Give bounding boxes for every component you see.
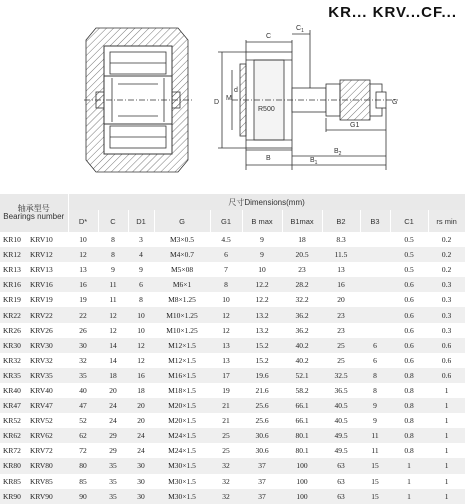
value-cell: 18: [98, 368, 128, 383]
table-row: [0, 398, 465, 413]
value-cell: 13: [210, 338, 242, 353]
label-c1: $C_1$: [296, 25, 304, 34]
model-cell: KR12: [0, 247, 30, 262]
value-cell: M24×1.5: [154, 428, 210, 443]
value-cell: 4: [128, 247, 154, 262]
value-cell: 24: [98, 413, 128, 428]
value-cell: 4.5: [210, 232, 242, 247]
model-cell: KR47: [0, 398, 30, 413]
value-cell: 12.2: [242, 277, 282, 292]
value-cell: 17: [210, 368, 242, 383]
value-cell: 11.5: [322, 247, 360, 262]
value-cell: 9: [242, 247, 282, 262]
label-d-outer: D: [214, 99, 220, 106]
model-cell: KRV47: [30, 398, 68, 413]
label-d-shaft: d: [234, 87, 238, 94]
model-cell: KRV40: [30, 383, 68, 398]
model-cell: KRV90: [30, 489, 68, 504]
value-cell: 37: [242, 474, 282, 489]
value-cell: 10: [210, 292, 242, 307]
value-cell: M6×1: [154, 277, 210, 292]
table-row: [0, 307, 465, 322]
value-cell: 62: [68, 428, 98, 443]
column-header: G: [154, 210, 210, 232]
table-row: [0, 232, 465, 247]
value-cell: [360, 247, 390, 262]
label-b2: $B_2$: [334, 148, 342, 157]
model-cell: KRV26: [30, 323, 68, 338]
model-cell: KR32: [0, 353, 30, 368]
value-cell: 30: [128, 458, 154, 473]
value-cell: 11: [360, 443, 390, 458]
specification-table: [0, 194, 465, 504]
value-cell: [360, 307, 390, 322]
column-header: D1: [128, 210, 154, 232]
table-row: [0, 247, 465, 262]
column-header: B2: [322, 210, 360, 232]
value-cell: M12×1.5: [154, 353, 210, 368]
value-cell: 1: [390, 489, 428, 504]
value-cell: 21: [210, 413, 242, 428]
value-cell: 12: [68, 247, 98, 262]
value-cell: 37: [242, 489, 282, 504]
value-cell: 35: [68, 368, 98, 383]
table-row: [0, 323, 465, 338]
table-row: [0, 277, 465, 292]
model-cell: KR26: [0, 323, 30, 338]
value-cell: 49.5: [322, 428, 360, 443]
value-cell: 36.2: [282, 307, 322, 322]
value-cell: 15: [360, 458, 390, 473]
value-cell: 22: [68, 307, 98, 322]
table-row: [0, 474, 465, 489]
value-cell: 40: [68, 383, 98, 398]
value-cell: 20.5: [282, 247, 322, 262]
model-cell: KRV80: [30, 458, 68, 473]
value-cell: 40.5: [322, 398, 360, 413]
column-header: D*: [68, 210, 98, 232]
value-cell: 80: [68, 458, 98, 473]
bearing-header-cn: 轴承型号: [17, 204, 50, 213]
value-cell: [360, 292, 390, 307]
value-cell: 11: [98, 277, 128, 292]
value-cell: 30: [128, 489, 154, 504]
value-cell: M10×1.25: [154, 307, 210, 322]
value-cell: 10: [128, 323, 154, 338]
value-cell: 25: [210, 443, 242, 458]
value-cell: 15.2: [242, 353, 282, 368]
table-row: [0, 383, 465, 398]
value-cell: 8: [360, 383, 390, 398]
value-cell: [360, 262, 390, 277]
value-cell: 29: [98, 443, 128, 458]
value-cell: 0.6: [390, 323, 428, 338]
value-cell: 19: [210, 383, 242, 398]
value-cell: 20: [98, 383, 128, 398]
value-cell: 40.5: [322, 413, 360, 428]
table-row: [0, 458, 465, 473]
value-cell: 6: [210, 247, 242, 262]
value-cell: M20×1.5: [154, 398, 210, 413]
value-cell: 0.6: [390, 338, 428, 353]
value-cell: 18: [282, 232, 322, 247]
value-cell: 90: [68, 489, 98, 504]
value-cell: 23: [282, 262, 322, 277]
value-cell: 100: [282, 489, 322, 504]
value-cell: 40.2: [282, 338, 322, 353]
value-cell: 0.8: [390, 413, 428, 428]
model-cell: KR22: [0, 307, 30, 322]
value-cell: 0.8: [390, 368, 428, 383]
value-cell: 30.6: [242, 443, 282, 458]
value-cell: 0.8: [390, 383, 428, 398]
model-cell: KRV62: [30, 428, 68, 443]
value-cell: 35: [98, 458, 128, 473]
value-cell: 0.8: [390, 443, 428, 458]
label-b: B: [266, 155, 271, 162]
dimensions-header: 尺寸Dimensions(mm): [68, 194, 465, 210]
column-header: B max: [242, 210, 282, 232]
table-row: [0, 353, 465, 368]
value-cell: 15: [360, 489, 390, 504]
value-cell: 9: [360, 398, 390, 413]
model-cell: KR30: [0, 338, 30, 353]
value-cell: 19.6: [242, 368, 282, 383]
value-cell: 37: [242, 458, 282, 473]
value-cell: 29: [98, 428, 128, 443]
value-cell: 0.6: [390, 277, 428, 292]
table-row: [0, 489, 465, 504]
page-title: KR... KRV...CF...: [328, 4, 457, 21]
value-cell: 32.2: [282, 292, 322, 307]
value-cell: M30×1.5: [154, 489, 210, 504]
value-cell: 0.3: [428, 307, 465, 322]
column-header: B1max: [282, 210, 322, 232]
model-cell: KRV35: [30, 368, 68, 383]
value-cell: 0.6: [428, 338, 465, 353]
value-cell: M30×1.5: [154, 474, 210, 489]
table-row: [0, 338, 465, 353]
value-cell: 25.6: [242, 413, 282, 428]
value-cell: 14: [98, 338, 128, 353]
value-cell: 12.2: [242, 292, 282, 307]
model-cell: KRV10: [30, 232, 68, 247]
value-cell: 25: [322, 338, 360, 353]
model-cell: KRV22: [30, 307, 68, 322]
value-cell: 66.1: [282, 398, 322, 413]
value-cell: 18: [128, 383, 154, 398]
value-cell: 63: [322, 458, 360, 473]
value-cell: 100: [282, 474, 322, 489]
value-cell: 12: [128, 338, 154, 353]
value-cell: 16: [68, 277, 98, 292]
bearing-number-header: [0, 194, 68, 232]
value-cell: 16: [322, 277, 360, 292]
value-cell: 0.6: [390, 292, 428, 307]
table-row: [0, 443, 465, 458]
model-cell: KR90: [0, 489, 30, 504]
value-cell: 32: [210, 489, 242, 504]
model-cell: KRV52: [30, 413, 68, 428]
value-cell: 47: [68, 398, 98, 413]
value-cell: 16: [128, 368, 154, 383]
value-cell: M30×1.5: [154, 458, 210, 473]
value-cell: 1: [428, 413, 465, 428]
model-cell: KR52: [0, 413, 30, 428]
value-cell: 7: [210, 262, 242, 277]
value-cell: 13: [68, 262, 98, 277]
value-cell: 10: [68, 232, 98, 247]
value-cell: 0.2: [428, 232, 465, 247]
value-cell: 10: [128, 307, 154, 322]
model-cell: KRV30: [30, 338, 68, 353]
value-cell: 6: [360, 338, 390, 353]
value-cell: 12: [210, 323, 242, 338]
model-cell: KR62: [0, 428, 30, 443]
value-cell: 8: [98, 232, 128, 247]
value-cell: 35: [98, 489, 128, 504]
value-cell: [360, 232, 390, 247]
table-row: [0, 262, 465, 277]
model-cell: KR16: [0, 277, 30, 292]
value-cell: 52: [68, 413, 98, 428]
value-cell: 11: [98, 292, 128, 307]
value-cell: 21: [210, 398, 242, 413]
value-cell: 1: [428, 458, 465, 473]
table-row: [0, 292, 465, 307]
value-cell: 0.6: [390, 307, 428, 322]
table-row: [0, 368, 465, 383]
value-cell: M12×1.5: [154, 338, 210, 353]
value-cell: 12: [98, 323, 128, 338]
value-cell: M3×0.5: [154, 232, 210, 247]
column-header: B3: [360, 210, 390, 232]
column-header-row: [0, 210, 465, 232]
value-cell: 14: [98, 353, 128, 368]
value-cell: 0.5: [390, 247, 428, 262]
value-cell: 36.2: [282, 323, 322, 338]
value-cell: 1: [428, 489, 465, 504]
value-cell: 15.2: [242, 338, 282, 353]
value-cell: 0.2: [428, 247, 465, 262]
value-cell: 1: [390, 458, 428, 473]
value-cell: 40.2: [282, 353, 322, 368]
value-cell: 25: [210, 428, 242, 443]
value-cell: 1: [428, 474, 465, 489]
value-cell: 0.8: [390, 398, 428, 413]
value-cell: 1: [428, 443, 465, 458]
value-cell: 32.5: [322, 368, 360, 383]
value-cell: 21.6: [242, 383, 282, 398]
label-b1: $B_1$: [310, 157, 318, 166]
value-cell: 0.6: [390, 353, 428, 368]
value-cell: 1: [428, 383, 465, 398]
column-header: G1: [210, 210, 242, 232]
value-cell: 9: [128, 262, 154, 277]
value-cell: M24×1.5: [154, 443, 210, 458]
model-cell: KR10: [0, 232, 30, 247]
value-cell: 20: [128, 413, 154, 428]
value-cell: 13: [322, 262, 360, 277]
value-cell: 28.2: [282, 277, 322, 292]
value-cell: 9: [242, 232, 282, 247]
value-cell: 52.1: [282, 368, 322, 383]
label-m: M: [226, 95, 232, 102]
value-cell: 24: [128, 428, 154, 443]
value-cell: 66.1: [282, 413, 322, 428]
value-cell: 35: [98, 474, 128, 489]
value-cell: 30: [68, 338, 98, 353]
value-cell: 0.3: [428, 277, 465, 292]
value-cell: 3: [128, 232, 154, 247]
value-cell: 13: [210, 353, 242, 368]
value-cell: 25: [322, 353, 360, 368]
column-header: C: [98, 210, 128, 232]
model-cell: KRV12: [30, 247, 68, 262]
model-cell: KR80: [0, 458, 30, 473]
model-cell: KRV13: [30, 262, 68, 277]
value-cell: 6: [128, 277, 154, 292]
value-cell: 0.5: [390, 232, 428, 247]
model-cell: KR35: [0, 368, 30, 383]
model-cell: KR13: [0, 262, 30, 277]
value-cell: [360, 277, 390, 292]
value-cell: 8: [98, 247, 128, 262]
value-cell: M18×1.5: [154, 383, 210, 398]
model-cell: KRV19: [30, 292, 68, 307]
value-cell: [360, 323, 390, 338]
value-cell: 26: [68, 323, 98, 338]
label-g1: G1: [350, 122, 360, 129]
value-cell: 1: [428, 428, 465, 443]
model-cell: KR19: [0, 292, 30, 307]
value-cell: 15: [360, 474, 390, 489]
label-g: G: [392, 99, 398, 106]
value-cell: 24: [98, 398, 128, 413]
value-cell: 1: [390, 474, 428, 489]
value-cell: 80.1: [282, 443, 322, 458]
value-cell: 20: [322, 292, 360, 307]
model-cell: KR85: [0, 474, 30, 489]
value-cell: 0.2: [428, 262, 465, 277]
value-cell: 49.5: [322, 443, 360, 458]
value-cell: M4×0.7: [154, 247, 210, 262]
value-cell: 63: [322, 489, 360, 504]
value-cell: 32: [210, 458, 242, 473]
value-cell: 12: [98, 307, 128, 322]
value-cell: 8: [360, 368, 390, 383]
value-cell: 23: [322, 323, 360, 338]
value-cell: 32: [68, 353, 98, 368]
value-cell: 36.5: [322, 383, 360, 398]
value-cell: 8: [128, 292, 154, 307]
value-cell: 13.2: [242, 323, 282, 338]
model-cell: KRV85: [30, 474, 68, 489]
value-cell: 13.2: [242, 307, 282, 322]
value-cell: 0.3: [428, 323, 465, 338]
value-cell: 1: [428, 398, 465, 413]
value-cell: 8: [210, 277, 242, 292]
bearing-header-en: Bearings number: [3, 212, 65, 221]
value-cell: 30.6: [242, 428, 282, 443]
value-cell: 0.8: [390, 428, 428, 443]
value-cell: 0.3: [428, 292, 465, 307]
left-bearing-section: [84, 28, 192, 172]
value-cell: 58.2: [282, 383, 322, 398]
value-cell: 6: [360, 353, 390, 368]
model-cell: KRV72: [30, 443, 68, 458]
value-cell: 9: [360, 413, 390, 428]
value-cell: 100: [282, 458, 322, 473]
value-cell: 9: [98, 262, 128, 277]
table-body: [0, 232, 465, 504]
value-cell: M16×1.5: [154, 368, 210, 383]
model-cell: KRV16: [30, 277, 68, 292]
value-cell: 0.6: [428, 368, 465, 383]
column-header: C1: [390, 210, 428, 232]
value-cell: 20: [128, 398, 154, 413]
label-r500: R500: [258, 106, 275, 113]
value-cell: 85: [68, 474, 98, 489]
value-cell: 12: [210, 307, 242, 322]
value-cell: 19: [68, 292, 98, 307]
model-cell: KR72: [0, 443, 30, 458]
value-cell: 0.6: [428, 353, 465, 368]
value-cell: 11: [360, 428, 390, 443]
table-row: [0, 428, 465, 443]
value-cell: M10×1.25: [154, 323, 210, 338]
column-header: rs min: [428, 210, 465, 232]
value-cell: 80.1: [282, 428, 322, 443]
value-cell: 25.6: [242, 398, 282, 413]
value-cell: M5×08: [154, 262, 210, 277]
value-cell: 12: [128, 353, 154, 368]
value-cell: 30: [128, 474, 154, 489]
value-cell: 23: [322, 307, 360, 322]
table-row: [0, 413, 465, 428]
value-cell: 24: [128, 443, 154, 458]
right-bearing-view: [218, 30, 398, 170]
value-cell: M20×1.5: [154, 413, 210, 428]
value-cell: 72: [68, 443, 98, 458]
value-cell: M8×1.25: [154, 292, 210, 307]
label-c: C: [266, 33, 272, 40]
model-cell: KRV32: [30, 353, 68, 368]
value-cell: 32: [210, 474, 242, 489]
value-cell: 63: [322, 474, 360, 489]
value-cell: 8.3: [322, 232, 360, 247]
bearing-drawing-svg: [0, 0, 465, 188]
technical-drawing: [0, 0, 465, 188]
value-cell: 10: [242, 262, 282, 277]
value-cell: 0.5: [390, 262, 428, 277]
model-cell: KR40: [0, 383, 30, 398]
